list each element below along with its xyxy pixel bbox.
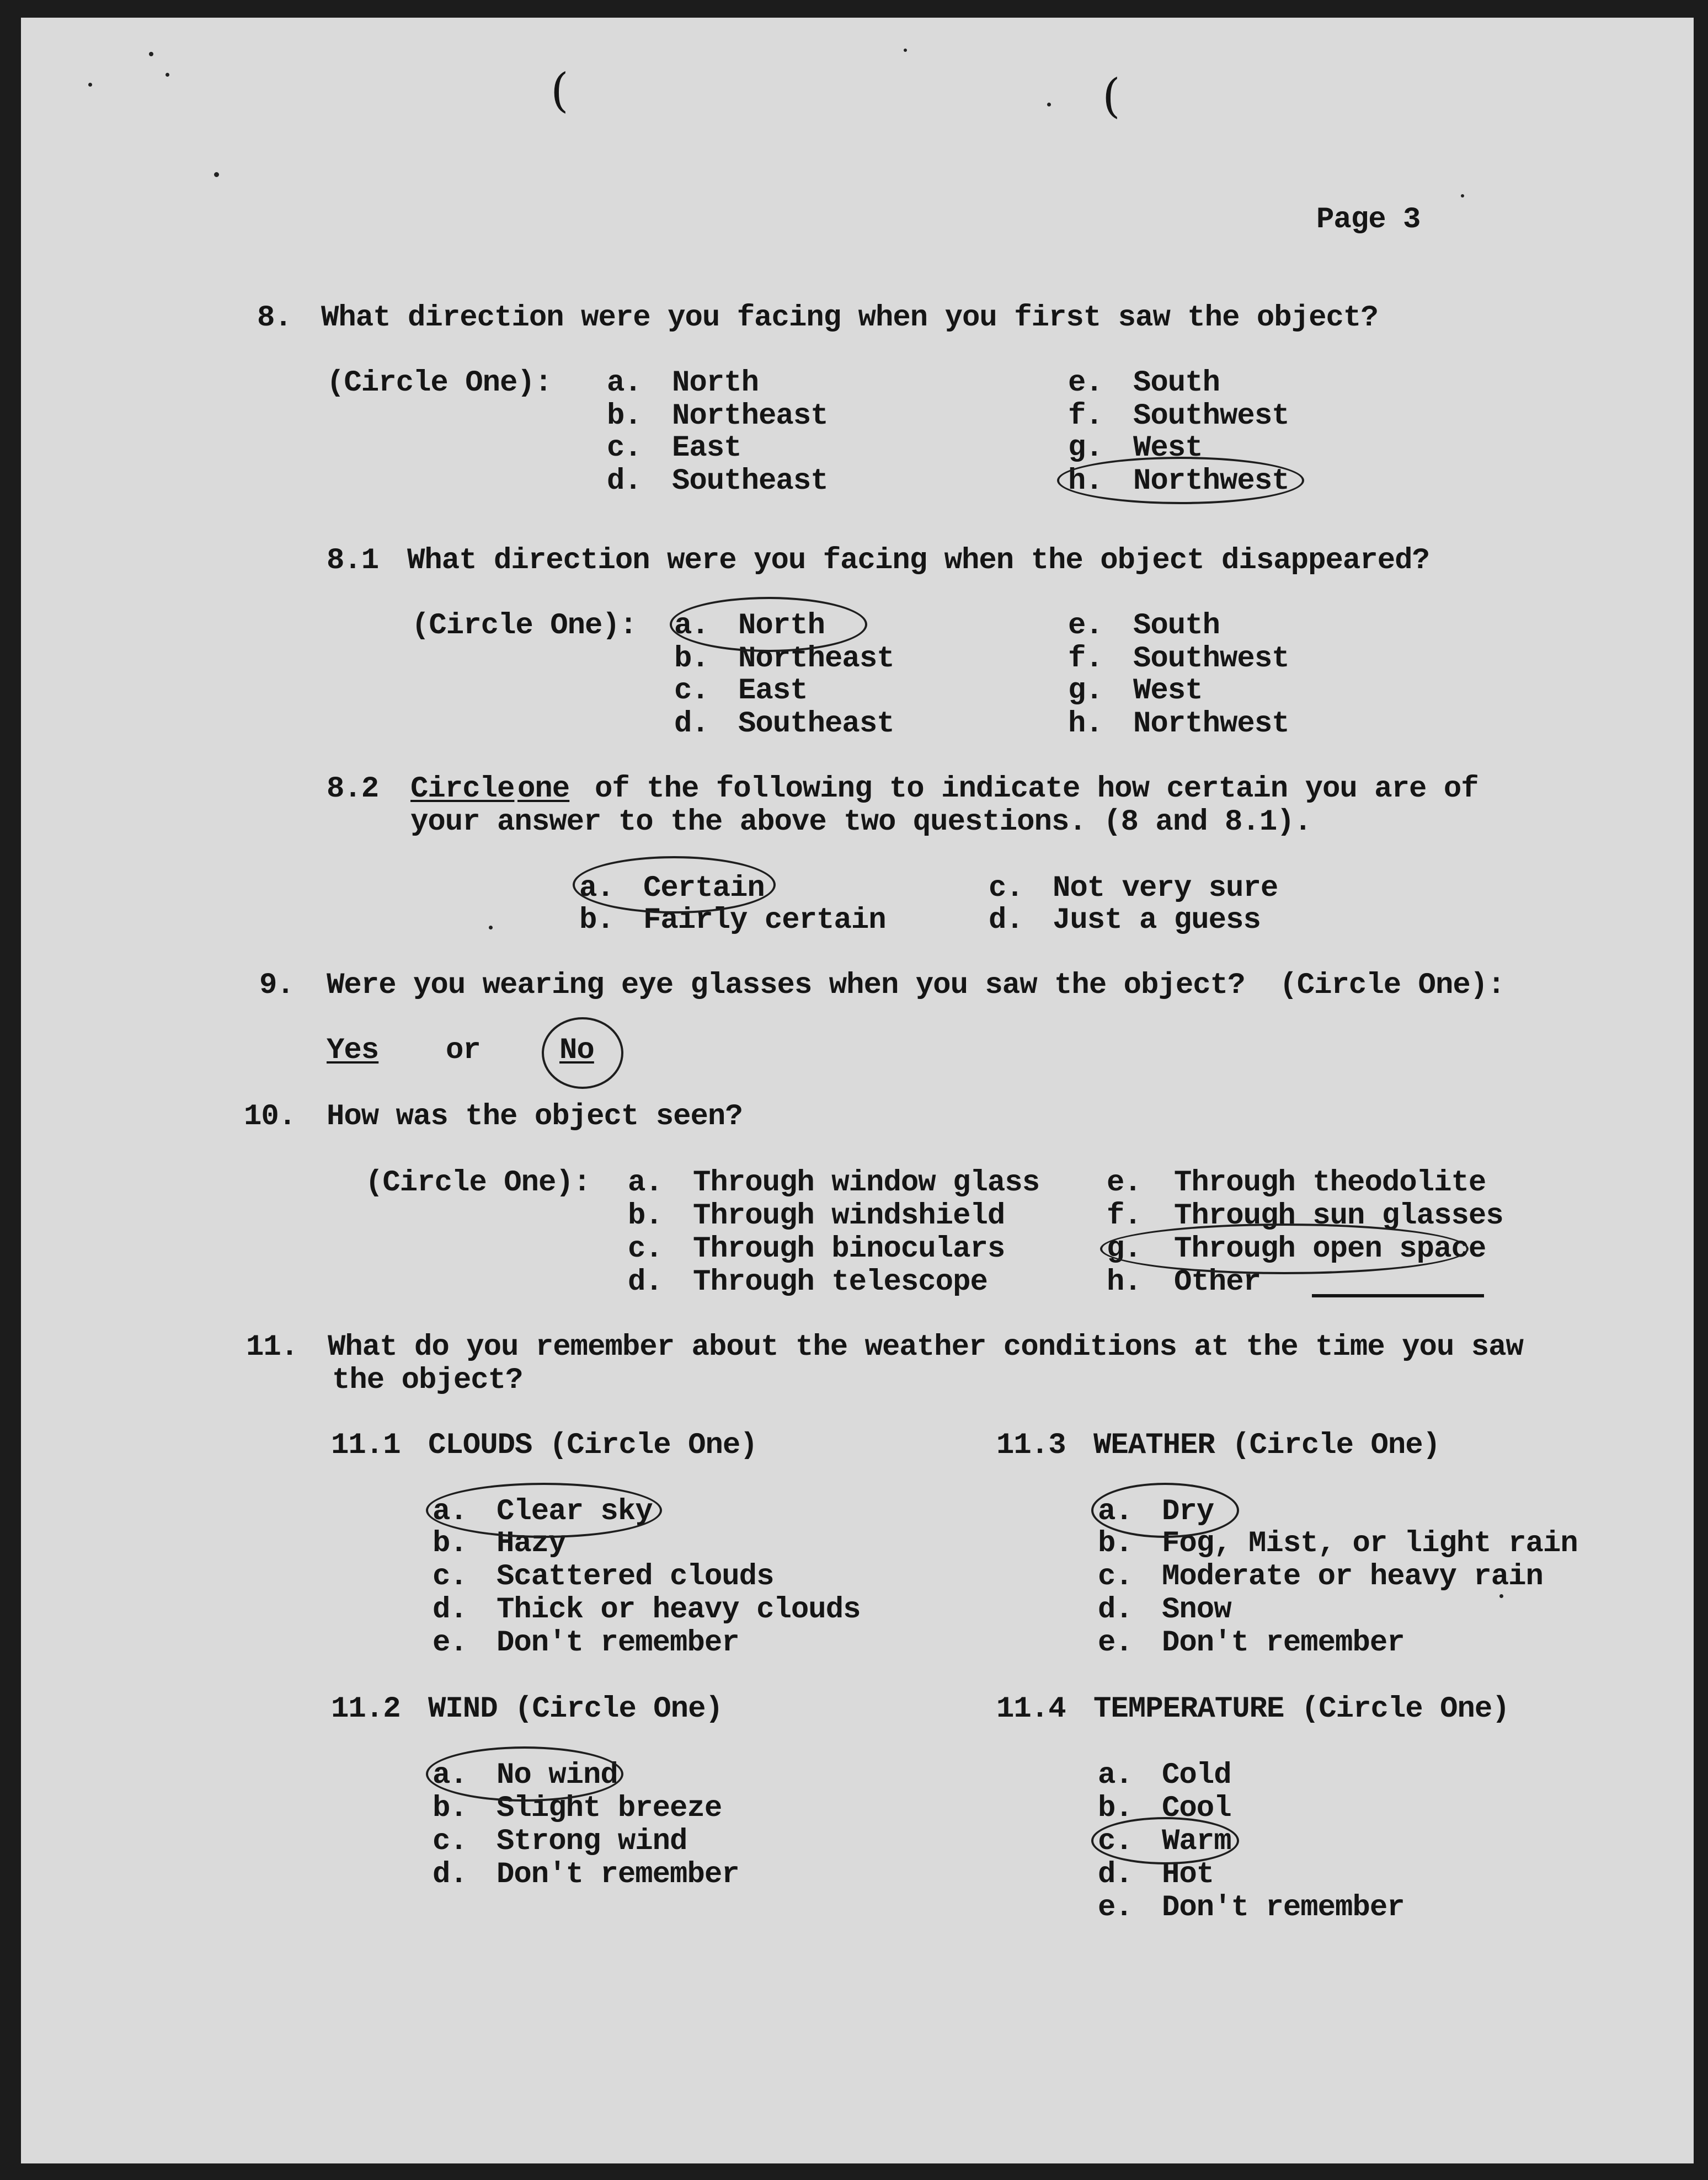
- option-letter: a.: [1098, 1759, 1133, 1792]
- option-text: Northwest: [1133, 707, 1289, 741]
- question-text: What do you remember about the weather conditions at the time you saw: [328, 1331, 1523, 1364]
- option-text: Southeast: [672, 464, 828, 498]
- question-number: 8.2: [327, 772, 379, 806]
- option-text: Snow: [1162, 1593, 1231, 1627]
- option-text: Fairly certain: [643, 904, 886, 937]
- speck: [1461, 194, 1464, 197]
- question-text: of the following to indicate how certain you are of: [595, 772, 1479, 806]
- option-letter: d.: [674, 707, 709, 741]
- option-text: Scattered clouds: [497, 1560, 774, 1594]
- instruction-label: (Circle One):: [327, 366, 552, 400]
- question-text-line2: your answer to the above two questions. (8 and 8.1).: [410, 805, 1312, 839]
- subquestion-number: 11.2: [331, 1692, 401, 1726]
- option-text: Don't remember: [1162, 1626, 1405, 1660]
- option-letter: a.: [607, 366, 642, 400]
- option-text: Slight breeze: [497, 1792, 722, 1825]
- option-text: South: [1133, 366, 1220, 400]
- option-text: Thick or heavy clouds: [497, 1593, 861, 1627]
- option-text: Don't remember: [497, 1858, 739, 1892]
- option-letter: e.: [433, 1626, 467, 1660]
- one-word: one: [517, 772, 570, 806]
- question-text: What direction were you facing when the object disappeared?: [407, 544, 1429, 578]
- option-letter: e.: [1068, 609, 1103, 643]
- option-letter: a.: [1098, 1495, 1133, 1529]
- circle-word: Circle: [410, 772, 515, 806]
- option-letter: g.: [1068, 431, 1103, 465]
- pencil-mark: (: [551, 63, 568, 117]
- or-label: or: [446, 1034, 481, 1067]
- subquestion-heading: TEMPERATURE (Circle One): [1093, 1692, 1509, 1726]
- option-letter: h.: [1068, 464, 1103, 498]
- option-letter: c.: [628, 1232, 663, 1266]
- option-text: Southwest: [1133, 399, 1289, 433]
- option-letter: h.: [1068, 707, 1103, 741]
- option-text: Hazy: [497, 1527, 566, 1561]
- option-text: South: [1133, 609, 1220, 643]
- speck: [904, 49, 907, 52]
- option-letter: g.: [1107, 1232, 1141, 1266]
- option-letter: b.: [1098, 1527, 1133, 1561]
- option-letter: b.: [674, 642, 709, 676]
- question-number: 10.: [244, 1100, 296, 1134]
- question-number: 8.1: [327, 544, 379, 578]
- option-text: East: [672, 431, 741, 465]
- option-text: Clear sky: [497, 1495, 653, 1529]
- option-letter: a.: [674, 609, 709, 643]
- option-letter: b.: [579, 904, 614, 937]
- option-letter: c.: [1098, 1560, 1133, 1594]
- subquestion-heading: CLOUDS (Circle One): [428, 1429, 757, 1462]
- option-text: West: [1133, 431, 1203, 465]
- option-text: Other: [1174, 1265, 1261, 1299]
- subquestion-heading: WEATHER (Circle One): [1093, 1429, 1440, 1462]
- question-number: 11.: [246, 1331, 298, 1364]
- subquestion-heading: WIND (Circle One): [428, 1692, 723, 1726]
- option-text: Don't remember: [1162, 1891, 1405, 1925]
- option-letter: c.: [607, 431, 642, 465]
- question-text: What direction were you facing when you first saw the object?: [321, 301, 1378, 335]
- option-text: Warm: [1162, 1825, 1231, 1858]
- option-letter: d.: [433, 1858, 467, 1892]
- option-text: Strong wind: [497, 1825, 687, 1858]
- speck: [88, 83, 92, 87]
- option-letter: g.: [1068, 674, 1103, 708]
- option-letter: f.: [1068, 399, 1103, 433]
- option-text: West: [1133, 674, 1203, 708]
- option-letter: a.: [579, 872, 614, 905]
- option-text: Dry: [1162, 1495, 1214, 1529]
- instruction-label: (Circle One):: [365, 1166, 591, 1200]
- option-letter: d.: [628, 1265, 663, 1299]
- subquestion-number: 11.1: [331, 1429, 401, 1462]
- instruction-label: (Circle One):: [412, 609, 637, 643]
- option-text: North: [738, 609, 825, 643]
- option-text: Hot: [1162, 1858, 1214, 1892]
- option-text: Through telescope: [693, 1265, 988, 1299]
- option-letter: a.: [433, 1495, 467, 1529]
- subquestion-number: 11.3: [996, 1429, 1066, 1462]
- option-text: North: [672, 366, 759, 400]
- subquestion-number: 11.4: [996, 1692, 1066, 1726]
- option-letter: d.: [607, 464, 642, 498]
- pencil-mark: (: [1102, 69, 1120, 123]
- question-number: 9.: [259, 969, 294, 1002]
- option-letter: e.: [1098, 1891, 1133, 1925]
- option-letter: d.: [1098, 1858, 1133, 1892]
- speck: [1499, 1594, 1503, 1598]
- question-number: 8.: [257, 301, 292, 335]
- option-letter: e.: [1068, 366, 1103, 400]
- option-letter: d.: [989, 904, 1023, 937]
- option-text: No wind: [497, 1759, 618, 1792]
- document-page: [21, 18, 1694, 2163]
- no-option: No: [559, 1034, 594, 1067]
- option-letter: b.: [433, 1527, 467, 1561]
- page-number: Page 3: [1316, 203, 1421, 237]
- option-text: Through binoculars: [693, 1232, 1005, 1266]
- question-text: How was the object seen?: [327, 1100, 743, 1134]
- option-text: Through sun glasses: [1174, 1199, 1503, 1233]
- option-letter: b.: [628, 1199, 663, 1233]
- option-letter: c.: [989, 872, 1023, 905]
- option-text: Northeast: [738, 642, 894, 676]
- option-letter: b.: [1098, 1792, 1133, 1825]
- option-text: Not very sure: [1053, 872, 1278, 905]
- option-text: Through window glass: [693, 1166, 1040, 1200]
- option-text: Cold: [1162, 1759, 1231, 1792]
- option-letter: d.: [433, 1593, 467, 1627]
- option-text: Cool: [1162, 1792, 1231, 1825]
- option-letter: a.: [628, 1166, 663, 1200]
- question-text: Were you wearing eye glasses when you saw the object? (Circle One):: [327, 969, 1505, 1002]
- option-letter: f.: [1068, 642, 1103, 676]
- option-text: Don't remember: [497, 1626, 739, 1660]
- option-text: Moderate or heavy rain: [1162, 1560, 1543, 1594]
- option-letter: c.: [1098, 1825, 1133, 1858]
- option-text: Northwest: [1133, 464, 1289, 498]
- option-letter: c.: [674, 674, 709, 708]
- option-text: Just a guess: [1053, 904, 1261, 937]
- option-letter: d.: [1098, 1593, 1133, 1627]
- option-letter: c.: [433, 1560, 467, 1594]
- speck: [214, 172, 219, 177]
- speck: [1047, 103, 1051, 106]
- option-letter: f.: [1107, 1199, 1141, 1233]
- option-text: Southeast: [738, 707, 894, 741]
- option-letter: b.: [607, 399, 642, 433]
- speck: [489, 926, 493, 929]
- option-text: Through open space: [1174, 1232, 1486, 1266]
- option-text: Through windshield: [693, 1199, 1005, 1233]
- option-text: Northeast: [672, 399, 828, 433]
- option-text: Fog, Mist, or light rain: [1162, 1527, 1578, 1561]
- speck: [149, 52, 153, 56]
- option-letter: c.: [433, 1825, 467, 1858]
- question-text-line2: the object?: [332, 1364, 523, 1397]
- option-letter: h.: [1107, 1265, 1141, 1299]
- option-text: East: [738, 674, 808, 708]
- speck: [166, 73, 169, 77]
- option-text: Through theodolite: [1174, 1166, 1486, 1200]
- yes-option: Yes: [327, 1034, 379, 1067]
- option-letter: e.: [1107, 1166, 1141, 1200]
- option-letter: b.: [433, 1792, 467, 1825]
- option-text: Certain: [643, 872, 765, 905]
- option-letter: e.: [1098, 1626, 1133, 1660]
- option-text: Southwest: [1133, 642, 1289, 676]
- other-blank-line: [1312, 1294, 1484, 1297]
- option-letter: a.: [433, 1759, 467, 1792]
